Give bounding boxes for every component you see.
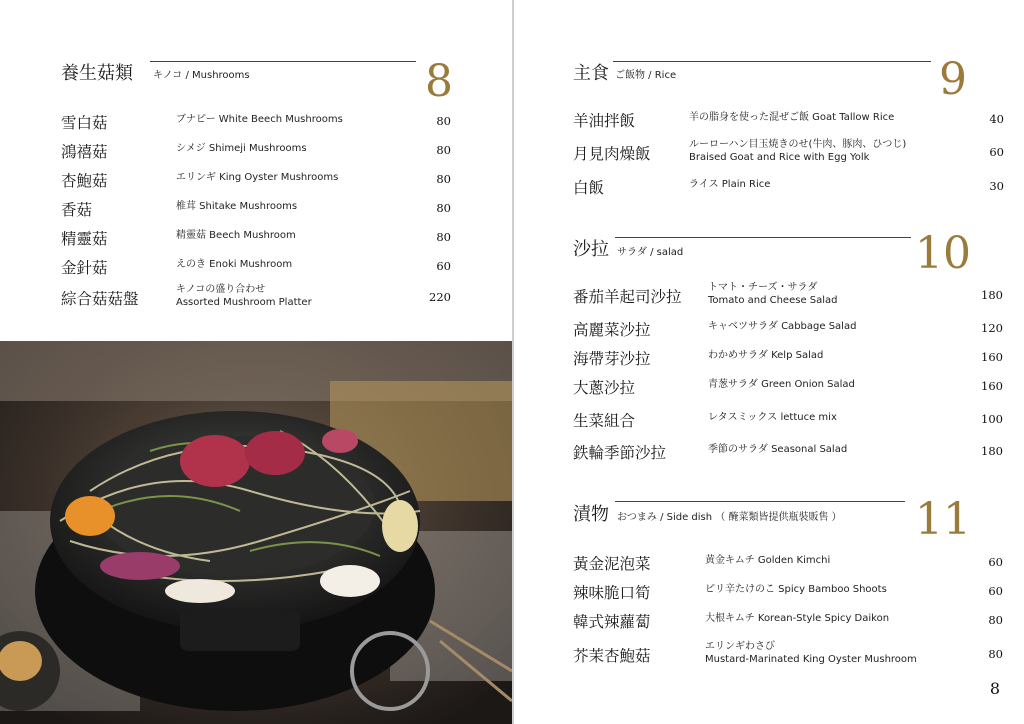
menu-item <box>573 376 1003 402</box>
section-subtitle-side: おつまみ / Side dish （ 醃菜類皆提供瓶裝販售 ） <box>617 512 842 523</box>
menu-item-name: 杏鮑菇 <box>61 172 108 190</box>
menu-item-price: 180 <box>981 444 1003 458</box>
grilled-lamb-photo <box>0 341 512 724</box>
menu-item <box>61 111 451 137</box>
menu-item-description <box>176 172 338 185</box>
menu-item-description-line1: ピリ辛たけのこ Spicy Bamboo Shoots <box>705 584 887 595</box>
menu-item-description-line1: レタスミックス lettuce mix <box>708 412 837 423</box>
menu-item-name: 精靈菇 <box>61 230 108 248</box>
menu-item-price: 80 <box>436 201 451 215</box>
menu-item-description <box>176 259 292 272</box>
menu-item-description <box>176 114 343 127</box>
menu-item <box>61 256 451 282</box>
menu-item-name: 番茄羊起司沙拉 <box>573 288 682 306</box>
menu-item <box>573 409 1003 435</box>
menu-item-description-line1: キャベツサラダ Cabbage Salad <box>708 321 857 332</box>
menu-item-name: 辣味脆口筍 <box>573 584 651 602</box>
menu-item-name: 綜合菇菇盤 <box>61 290 139 308</box>
menu-item-price: 160 <box>981 379 1003 393</box>
menu-item <box>573 347 1003 373</box>
menu-item <box>573 581 1003 607</box>
section-number-salad: 10 <box>915 228 971 279</box>
menu-item-price: 220 <box>429 290 451 304</box>
menu-item <box>573 139 1004 168</box>
menu-item-description-line1: エリンギわさび <box>705 641 775 652</box>
section-number-mushrooms: 8 <box>425 56 453 107</box>
menu-item-name: 高麗菜沙拉 <box>573 321 651 339</box>
section-number-rice: 9 <box>939 54 967 105</box>
menu-item-name: 月見肉燥飯 <box>573 145 651 163</box>
menu-item-description-line1: トマト・チーズ・サラダ <box>708 282 818 293</box>
section-rule <box>615 237 911 238</box>
menu-item-name: 芥茉杏鮑菇 <box>573 647 651 665</box>
menu-item-description-line1: ルーローハン目玉焼きのせ(牛肉、豚肉、ひつじ) <box>689 139 907 150</box>
menu-item <box>61 284 451 313</box>
menu-item-description-line1: 黄金キムチ Golden Kimchi <box>705 555 831 566</box>
menu-item-name: 鉄輪季節沙拉 <box>573 444 667 462</box>
menu-item-description-line2: Assorted Mushroom Platter <box>176 296 312 308</box>
menu-item-description-line1: えのき Enoki Mushroom <box>176 259 293 270</box>
menu-item-description-line1: 青葱サラダ Green Onion Salad <box>708 379 855 390</box>
section-title-rice: 主食 <box>573 63 609 84</box>
menu-item-description-line1: 大根キムチ Korean-Style Spicy Daikon <box>705 613 890 624</box>
menu-item-price: 60 <box>988 555 1003 569</box>
menu-item <box>61 140 451 166</box>
section-subtitle-salad: サラダ / salad <box>617 247 684 258</box>
menu-item-name: 大蔥沙拉 <box>573 379 636 397</box>
section-rule <box>150 61 416 62</box>
menu-item-price: 120 <box>981 321 1003 335</box>
menu-item-price: 80 <box>436 172 451 186</box>
menu-item-price: 60 <box>988 584 1003 598</box>
menu-item-price: 80 <box>988 613 1003 627</box>
menu-item <box>573 441 1003 467</box>
menu-item-description <box>708 350 823 363</box>
menu-item-description-line2: Braised Goat and Rice with Egg Yolk <box>689 151 870 163</box>
menu-item <box>573 641 1003 670</box>
menu-item-description-line2: Mustard-Marinated King Oyster Mushroom <box>705 653 917 665</box>
menu-item-price: 40 <box>989 112 1004 126</box>
menu-item-description <box>176 201 297 214</box>
menu-item-description-line2: Tomato and Cheese Salad <box>708 294 838 306</box>
menu-item-description-line1: 精靈菇 Beech Mushroom <box>176 230 296 241</box>
menu-item-price: 80 <box>436 143 451 157</box>
menu-item <box>573 318 1003 344</box>
menu-item <box>573 552 1003 578</box>
menu-item-name: 黃金泥泡菜 <box>573 555 651 573</box>
menu-item-description <box>708 412 837 425</box>
menu-item-price: 60 <box>436 259 451 273</box>
page-number: 8 <box>989 679 1000 698</box>
menu-item <box>61 169 451 195</box>
menu-item-name: 鴻禧菇 <box>61 143 108 161</box>
section-subtitle-mushrooms: キノコ / Mushrooms <box>153 70 250 81</box>
menu-item-description <box>176 284 312 309</box>
menu-item <box>573 109 1004 135</box>
section-number-side: 11 <box>915 494 971 545</box>
menu-item-description <box>176 143 307 156</box>
menu-item-price: 160 <box>981 350 1003 364</box>
menu-item-price: 100 <box>981 412 1003 426</box>
menu-item-description-line1: 椎茸 Shitake Mushrooms <box>176 201 298 212</box>
menu-item-price: 180 <box>981 288 1003 302</box>
menu-item <box>573 282 1003 311</box>
menu-item-description <box>689 112 894 125</box>
menu-item-name: 白飯 <box>573 179 605 197</box>
section-title-side: 漬物 <box>573 504 609 525</box>
menu-item-price: 60 <box>989 145 1004 159</box>
menu-item-name: 香菇 <box>61 201 93 219</box>
section-subtitle-rice: ご飯物 / Rice <box>615 70 677 81</box>
menu-item-price: 80 <box>436 114 451 128</box>
menu-item-description <box>708 444 847 457</box>
menu-item-description <box>708 379 855 392</box>
menu-item-description-line1: ライス Plain Rice <box>689 179 771 190</box>
menu-item <box>61 198 451 224</box>
section-rule <box>613 61 931 62</box>
menu-item-description <box>689 179 770 192</box>
menu-item-description <box>705 613 889 626</box>
menu-item <box>573 176 1004 202</box>
menu-item-name: 韓式辣蘿蔔 <box>573 613 651 631</box>
menu-item-price: 80 <box>436 230 451 244</box>
menu-item-name: 海帶芽沙拉 <box>573 350 651 368</box>
menu-item-description <box>705 555 830 568</box>
menu-item-description-line1: ブナピー White Beech Mushrooms <box>176 114 343 125</box>
menu-item-description-line1: シメジ Shimeji Mushrooms <box>176 143 307 154</box>
menu-item-description <box>708 321 856 334</box>
menu-item-price: 80 <box>988 647 1003 661</box>
menu-item-description-line1: わかめサラダ Kelp Salad <box>708 350 824 361</box>
menu-item-description-line1: エリンギ King Oyster Mushrooms <box>176 172 339 183</box>
menu-item-description <box>708 282 838 307</box>
section-title-salad: 沙拉 <box>573 239 609 260</box>
right-page <box>514 0 1024 724</box>
menu-item-description <box>705 641 917 666</box>
section-rule <box>615 501 905 502</box>
menu-item-price: 30 <box>989 179 1004 193</box>
menu-item-description <box>705 584 887 597</box>
menu-item-description <box>689 139 906 164</box>
menu-item-name: 金針菇 <box>61 259 108 277</box>
section-title-mushrooms: 養生菇類 <box>61 63 133 84</box>
menu-item <box>61 227 451 253</box>
menu-item-name: 生菜組合 <box>573 412 636 430</box>
menu-item-name: 羊油拌飯 <box>573 112 636 130</box>
menu-item-description-line1: 季節のサラダ Seasonal Salad <box>708 444 848 455</box>
menu-item-description-line1: キノコの盛り合わせ <box>176 284 266 295</box>
menu-item-description <box>176 230 296 243</box>
menu-item-name: 雪白菇 <box>61 114 108 132</box>
menu-item-description-line1: 羊の脂身を使った混ぜご飯 Goat Tallow Rice <box>689 112 895 123</box>
menu-item <box>573 610 1003 636</box>
